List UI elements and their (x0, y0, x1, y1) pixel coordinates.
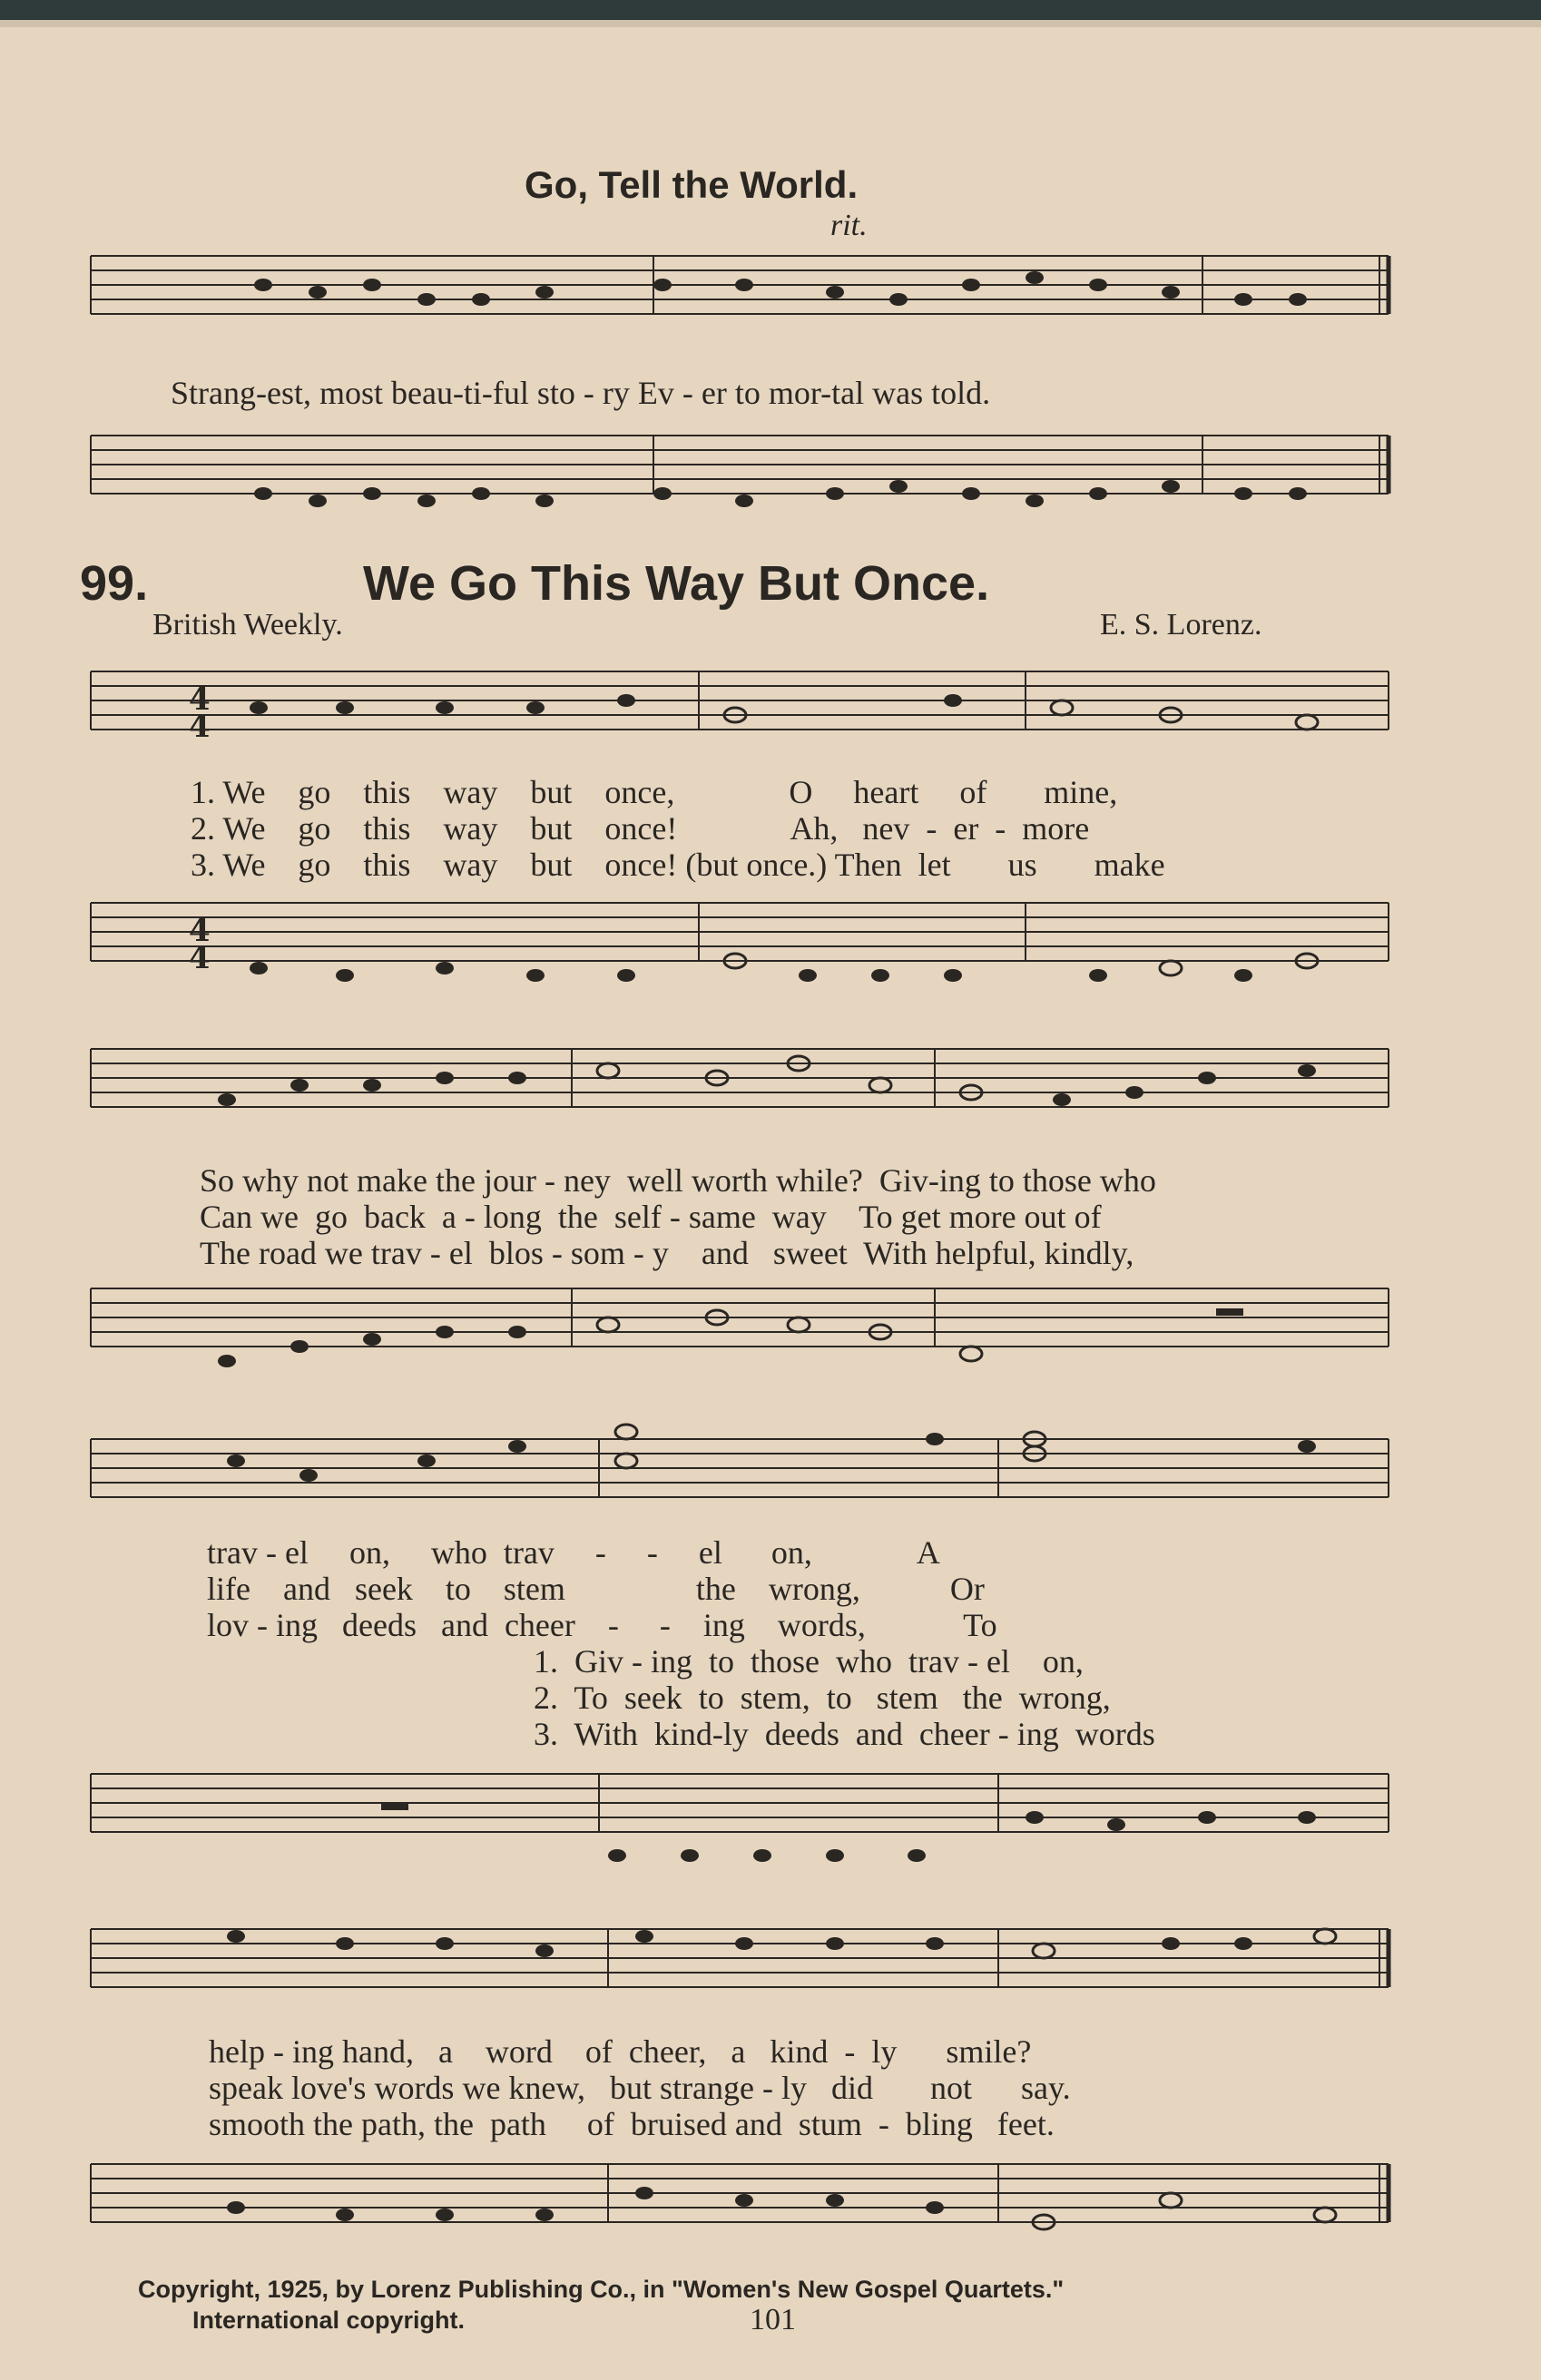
ritardando-marking: rit. (830, 209, 868, 242)
staff-lines (82, 2146, 1398, 2264)
system-4-verse-1: help - ing hand, a word of cheer, a kind - ly smile? (209, 2033, 1032, 2070)
international-copyright: International copyright. (192, 2307, 466, 2334)
hymn-number: 99. (80, 556, 149, 611)
refrain-line-2: 2. To seek to stem, to stem the wrong, (534, 1680, 1111, 1716)
book-top-edge (0, 0, 1541, 20)
staff-lines (82, 238, 1398, 338)
staff-lines (82, 1905, 1398, 2023)
hymn-title: We Go This Way But Once. (363, 556, 990, 611)
page-number: 101 (750, 2303, 796, 2336)
previous-hymn-staff-treble (82, 238, 1398, 338)
system-1-verse-2: 2. We go this way but once! Ah, nev - er - more (191, 810, 1090, 847)
svg-text:4: 4 (189, 940, 211, 976)
previous-hymn-lyric: Strang-est, most beau-ti-ful sto - ry Ev - er to mor-tal was told. (171, 375, 991, 411)
music-credit: E. S. Lorenz. (1100, 608, 1262, 642)
svg-text:4: 4 (189, 913, 211, 949)
system-3-verse-2: life and seek to stem the wrong, Or (207, 1571, 985, 1607)
system-4-bass (82, 2146, 1398, 2264)
copyright-notice: Copyright, 1925, by Lorenz Publishing Co., in "Women's New Gospel Quartets." (138, 2276, 1065, 2303)
previous-hymn-staff-bass (82, 417, 1398, 517)
system-2-bass (82, 1270, 1398, 1388)
system-3-bass (82, 1756, 1398, 1883)
system-1-bass (82, 885, 1398, 1003)
system-3-verse-1: trav - el on, who trav - - el on, A (207, 1534, 940, 1571)
svg-text:4: 4 (189, 681, 211, 718)
system-4-verse-3: smooth the path, the path of bruised and stum - bling feet. (209, 2106, 1055, 2142)
staff-lines (82, 885, 1398, 1003)
system-1-treble (82, 653, 1398, 753)
system-4-verse-2: speak love's words we knew, but strange - ly did not say. (209, 2070, 1071, 2106)
staff-lines (82, 1025, 1398, 1143)
staff-lines (82, 1756, 1398, 1883)
system-2-treble (82, 1025, 1398, 1143)
staff-lines (82, 417, 1398, 517)
previous-hymn-title: Go, Tell the World. (525, 163, 859, 206)
system-3-verse-3: lov - ing deeds and cheer - - ing words, To (207, 1607, 997, 1643)
system-2-verse-1: So why not make the jour - ney well worth while? Giv-ing to those who (200, 1162, 1156, 1199)
system-1-verse-1: 1. We go this way but once, O heart of mine, (191, 774, 1118, 810)
refrain-line-3: 3. With kind-ly deeds and cheer - ing words (534, 1716, 1155, 1752)
page-edge (0, 20, 1541, 27)
whole-rest (381, 1803, 408, 1810)
staff-lines (82, 653, 1398, 753)
whole-rest (1216, 1308, 1243, 1316)
staff-lines (82, 1270, 1398, 1388)
refrain-line-1: 1. Giv - ing to those who trav - el on, (534, 1643, 1084, 1680)
svg-text:4: 4 (189, 709, 211, 745)
system-2-verse-2: Can we go back a - long the self - same way To get more out of (200, 1199, 1102, 1235)
system-3-treble (82, 1406, 1398, 1533)
system-2-verse-3: The road we trav - el blos - som - y and sweet With helpful, kindly, (200, 1235, 1134, 1271)
staff-lines (82, 1406, 1398, 1533)
system-1-verse-3: 3. We go this way but once! (but once.) Then let us make (191, 847, 1165, 883)
words-credit: British Weekly. (152, 608, 343, 642)
system-4-treble (82, 1905, 1398, 2023)
